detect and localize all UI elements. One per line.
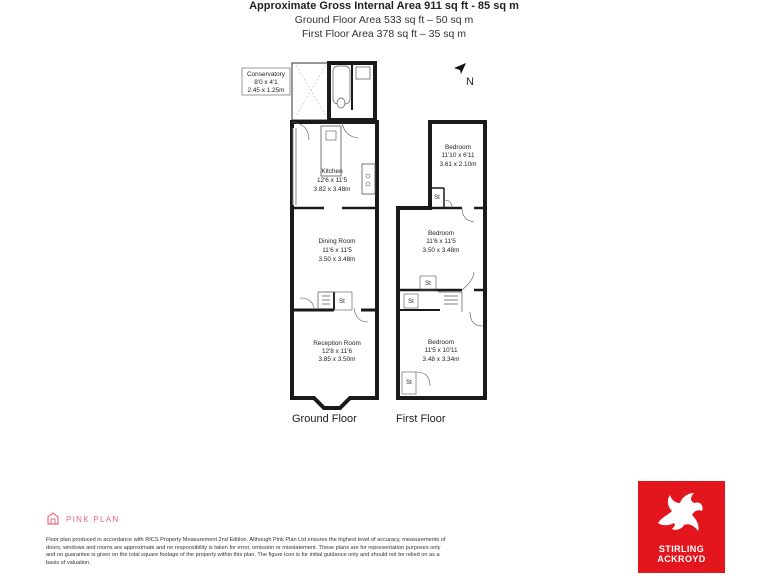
store-label: St — [339, 299, 345, 305]
svg-text:Bedroom: Bedroom — [428, 230, 454, 237]
room-label-bedroom-3 — [423, 339, 460, 363]
room-label-conservatory — [242, 68, 290, 95]
svg-text:2.45 x 1.25m: 2.45 x 1.25m — [247, 87, 285, 94]
stirling-ackroyd-logo — [638, 481, 725, 573]
ground-floor-area: Ground Floor Area 533 sq ft – 50 sq m — [294, 14, 474, 26]
first-store-3: St — [408, 299, 414, 305]
svg-text:3.50 x 3.48m: 3.50 x 3.48m — [318, 256, 356, 263]
svg-text:Bedroom: Bedroom — [445, 144, 471, 151]
svg-text:Reception Room: Reception Room — [313, 340, 361, 347]
pink-plan-text: PINK PLAN — [66, 514, 120, 524]
first-store-2: St — [425, 281, 431, 287]
disclaimer: Floor plan produced in accordance with RICS Property Measurement 2nd Edition. Although Pink Plan Ltd ensures the highest level of accuracy, measurements of doors, windows and rooms are approximate and no responsibility is taken for error, omission or misstatement. These plans are for representation purposes only and no guarantee is given on the total square footage of the property within this plan. The figure icon is for initial guidance only and should not be relied on as a basis of valuation. — [46, 537, 446, 566]
griffin-icon — [638, 481, 725, 541]
pink-plan-logo — [46, 512, 120, 526]
brand-line-2: ACKROYD — [657, 554, 706, 564]
brand-line-1: STIRLING — [658, 544, 705, 554]
ground-floor-plan — [242, 63, 377, 425]
first-floor-area: First Floor Area 378 sq ft – 35 sq m — [302, 28, 466, 40]
compass-label: N — [466, 76, 474, 88]
stairs-icon — [318, 292, 334, 310]
svg-text:3.61 x 2.10m: 3.61 x 2.10m — [439, 161, 477, 168]
svg-text:Bedroom: Bedroom — [428, 339, 454, 346]
area-title: Approximate Gross Internal Area 911 sq ft - 85 sq m — [249, 0, 519, 12]
first-store-4: St — [406, 380, 412, 386]
first-floor-label: First Floor — [396, 413, 446, 425]
first-floor-plan — [396, 122, 485, 425]
svg-text:Conservatory: Conservatory — [246, 71, 286, 78]
brand-name — [638, 544, 725, 564]
hob-icon — [362, 164, 375, 194]
pink-plan-icon — [46, 512, 60, 526]
svg-text:Dining Room: Dining Room — [318, 238, 356, 245]
svg-text:11'6 x 11'5: 11'6 x 11'5 — [322, 247, 352, 254]
ground-floor-label: Ground Floor — [292, 413, 357, 425]
first-store-1: St — [434, 195, 440, 201]
stairs-icon — [438, 292, 462, 312]
svg-text:3.85 x 3.50m: 3.85 x 3.50m — [318, 356, 356, 363]
room-label-bedroom-1 — [440, 144, 477, 168]
room-label-bedroom-2 — [423, 230, 460, 254]
shower-icon — [356, 67, 370, 79]
svg-text:11'6 x 11'5: 11'6 x 11'5 — [426, 238, 456, 245]
svg-text:3.48 x 3.34m: 3.48 x 3.34m — [422, 356, 460, 363]
svg-text:12'6 x 11'5: 12'6 x 11'5 — [316, 177, 348, 184]
svg-text:Kitchen: Kitchen — [321, 168, 343, 175]
svg-text:3.82 x 3.48m: 3.82 x 3.48m — [313, 186, 351, 193]
compass — [454, 63, 474, 88]
svg-text:8'0 x 4'1: 8'0 x 4'1 — [254, 79, 278, 86]
room-label-dining-room — [319, 238, 356, 263]
north-arrow-icon — [454, 63, 466, 74]
svg-text:11'5 x 10'11: 11'5 x 10'11 — [424, 347, 458, 354]
room-label-kitchen — [314, 168, 351, 193]
sink-icon — [326, 131, 336, 140]
ground-floor-walls — [292, 122, 377, 408]
wc-icon — [337, 98, 345, 108]
room-label-reception-room — [313, 340, 361, 363]
svg-text:12'8 x 11'6: 12'8 x 11'6 — [321, 348, 353, 355]
svg-text:11'10 x 6'11: 11'10 x 6'11 — [441, 152, 475, 159]
svg-text:3.50 x 3.48m: 3.50 x 3.48m — [422, 247, 460, 254]
